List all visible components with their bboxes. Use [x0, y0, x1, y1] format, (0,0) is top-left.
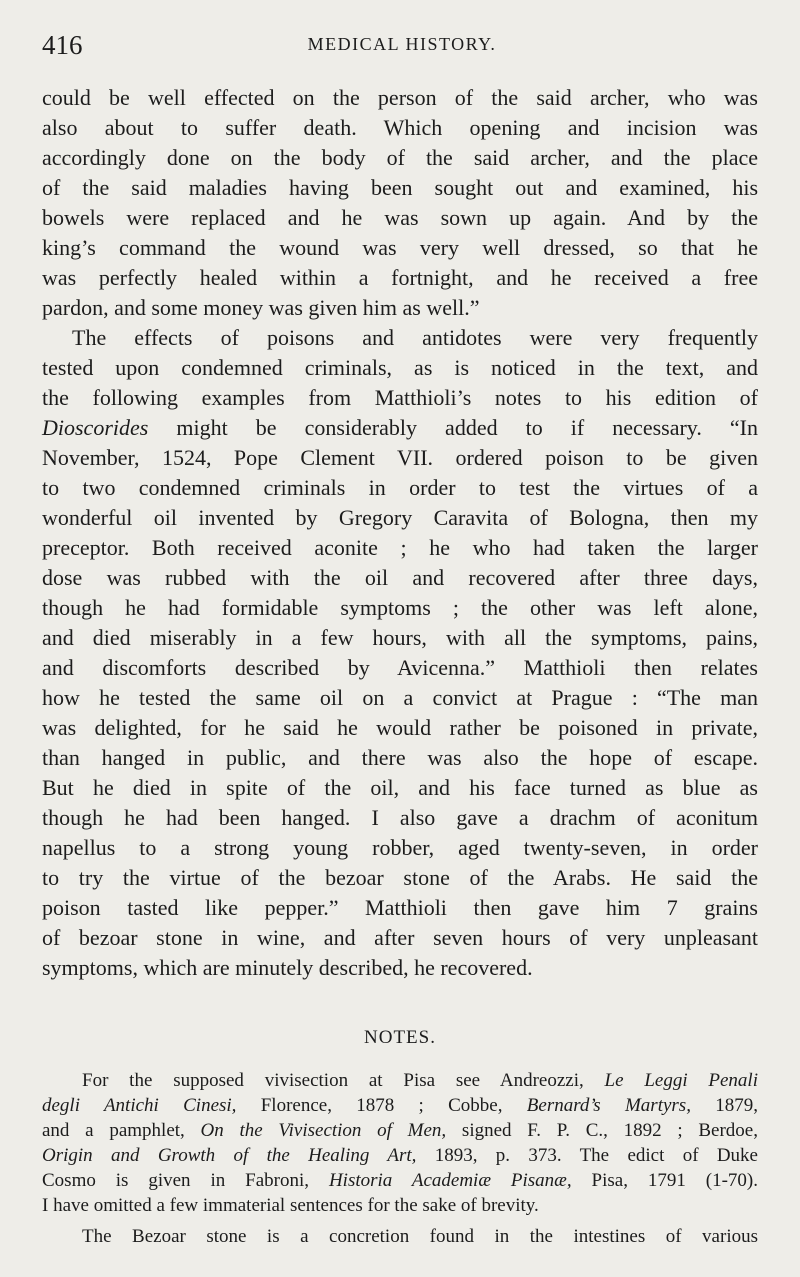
text-line: king’s command the wound was very well dressed, so that he [42, 235, 758, 260]
book-title-dioscorides: Dioscorides [42, 415, 149, 440]
text-line: could be well effected on the person of the said archer, who was [42, 85, 758, 110]
text-line: and discomforts described by Avicenna.” Matthioli then relates [42, 655, 758, 680]
text-line: wonderful oil invented by Gregory Caravita of Bologna, then my [42, 505, 758, 530]
text-line: of the said maladies having been sought out and examined, his [42, 175, 758, 200]
text-line: than hanged in public, and there was also the hope of escape. [42, 745, 758, 770]
text-line: also about to suffer death. Which opening and incision was [42, 115, 758, 140]
book-title: degli Antichi Cinesi, [42, 1095, 237, 1116]
text-fragment: signed F. P. C., 1892 ; Berdoe, [461, 1120, 758, 1141]
text-line: was delighted, for he said he would rather be poisoned in private, [42, 715, 758, 740]
text-line: was perfectly healed within a fortnight, and he received a free [42, 265, 758, 290]
text-line: bowels were replaced and he was sown up again. And by the [42, 205, 758, 230]
text-line: to two condemned criminals in order to test the virtues of a [42, 475, 758, 500]
text-line: dose was rubbed with the oil and recovered after three days, [42, 565, 758, 590]
text-fragment: and a pamphlet, [42, 1120, 185, 1141]
text-fragment: Cosmo is given in Fabroni, [42, 1170, 310, 1191]
note-line [42, 1118, 758, 1143]
book-title: On the Vivisection of Men, [200, 1120, 447, 1141]
text-fragment: For the supposed vivisection at Pisa see Andreozzi, [82, 1070, 584, 1091]
text-line: the following examples from Matthioli’s notes to his edition of [42, 385, 758, 410]
text-line: poison tasted like pepper.” Matthioli then gave him 7 grains [42, 895, 758, 920]
text-fragment: Florence, 1878 ; Cobbe, [260, 1095, 503, 1116]
note-line: I have omitted a few immaterial sentences for the sake of brevity. [42, 1195, 539, 1216]
body-text [42, 83, 758, 983]
text-line: though he had formidable symptoms ; the other was left alone, [42, 595, 758, 620]
text-line [42, 413, 758, 443]
notes-section [42, 1068, 758, 1249]
text-line: though he had been hanged. I also gave a drachm of aconitum [42, 805, 758, 830]
text-line: The effects of poisons and antidotes were very frequently [72, 325, 758, 350]
running-head: MEDICAL HISTORY. [307, 34, 497, 54]
page-number: 416 [42, 30, 83, 60]
text-line: November, 1524, Pope Clement VII. ordered poison to be given [42, 445, 758, 470]
book-title: Historia Academiæ Pisanæ, [328, 1170, 572, 1191]
text-line: of bezoar stone in wine, and after seven hours of very unpleasant [42, 925, 758, 950]
note-line [42, 1068, 758, 1093]
note-line [42, 1168, 758, 1193]
book-title: Le Leggi Penali [604, 1070, 758, 1091]
text-fragment: might be considerably added to if necessary. “In [176, 415, 759, 440]
note-line: The Bezoar stone is a concretion found in the intestines of various [82, 1226, 758, 1247]
text-line: pardon, and some money was given him as well.” [42, 295, 480, 320]
text-line: how he tested the same oil on a convict at Prague : “The man [42, 685, 758, 710]
note-line [42, 1143, 758, 1168]
text-fragment: Pisa, 1791 (1-70). [591, 1170, 759, 1191]
text-line: But he died in spite of the oil, and his face turned as blue as [42, 775, 758, 800]
book-title: Bernard’s Martyrs, [526, 1095, 691, 1116]
text-line: preceptor. Both received aconite ; he who had taken the larger [42, 535, 758, 560]
text-line: to try the virtue of the bezoar stone of the Arabs. He said the [42, 865, 758, 890]
text-line: and died miserably in a few hours, with all the symptoms, pains, [42, 625, 758, 650]
text-line: accordingly done on the body of the said archer, and the place [42, 145, 758, 170]
text-fragment: 1879, [715, 1095, 758, 1116]
page-header [42, 30, 762, 62]
notes-heading: NOTES. [364, 1027, 436, 1048]
book-title: Origin and Growth of the Healing Art, [42, 1145, 417, 1166]
note-line [42, 1093, 758, 1118]
text-fragment: 1893, p. 373. The edict of Duke [434, 1145, 758, 1166]
text-line: napellus to a strong young robber, aged twenty-seven, in order [42, 835, 758, 860]
text-line: symptoms, which are minutely described, he recovered. [42, 955, 533, 980]
text-line: tested upon condemned criminals, as is noticed in the text, and [42, 355, 758, 380]
